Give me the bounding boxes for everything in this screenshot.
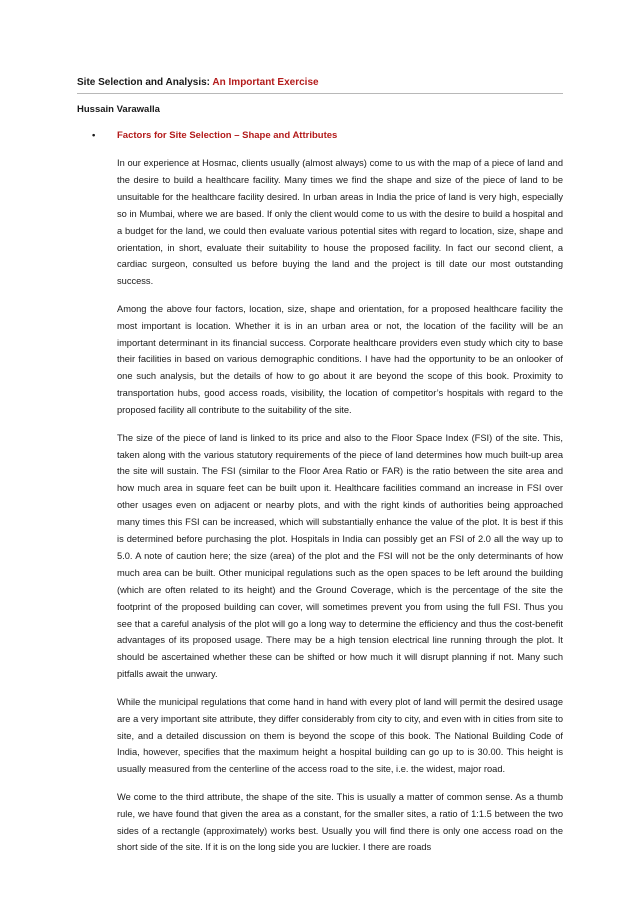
paragraph-2: Among the above four factors, location, size, shape and orientation, for a proposed healthcare facility the most important is location. Whether it is in an urban area or not, the location of the facility will be an important determinant in its financial success. Corporate healthcare providers even study which city to base their facilities in based on various demographic conditions. I have had the opportunity to be an onlooker of one such analysis, but the details of how to go about it are beyond the scope of this book. Proximity to transportation hubs, good access roads, visibility, the location of competitor’s hospitals with regard to the proposed facility all contribute to the suitability of the site. bbox=[117, 303, 563, 416]
document-title bbox=[77, 76, 563, 94]
paragraph-4: While the municipal regulations that come hand in hand with every plot of land will permit the desired usage are a very important site attribute, they differ considerably from city to city, and even with in cities from site to site, and a detailed discussion on them is beyond the scope of this book. The National Building Code of India, however, specifies that the maximum height a hospital building can go up to is 30.00. This height is usually measured from the centerline of the access road to the site, i.e. the widest, major road. bbox=[117, 696, 563, 775]
bullet-icon: • bbox=[92, 130, 96, 141]
body-text bbox=[117, 155, 563, 867]
paragraph-1: In our experience at Hosmac, clients usually (almost always) come to us with the map of a piece of land and the desire to build a healthcare facility. Many times we find the shape and size of the piece of land to be unsuitable for the healthcare facility desired. In urban areas in India the price of land is very high, especially so in Mumbai, where we are based. If only the client would come to us with the desire to build a hospital and a budget for the land, we could then evaluate various potential sites with regard to location, size, shape and orientation, in short, evaluate their suitability to house the proposed facility. In fact our second client, a cardiac surgeon, consulted us before buying the land and the project is till date our most outstanding success. bbox=[117, 158, 563, 287]
title-highlight: An Important Exercise bbox=[212, 77, 319, 88]
paragraph-5: We come to the third attribute, the shape of the site. This is usually a matter of common sense. As a thumb rule, we have found that given the area as a constant, for the smaller sites, a ratio of 1:1.5 between the two sides of a rectangle (approximately) works best. Usually you will find there is only one access road on the short side of the site. If it is on the long side you are luckier. I there are roads bbox=[117, 791, 563, 853]
title-main: Site Selection and Analysis: bbox=[77, 77, 213, 88]
author-name: Hussain Varawalla bbox=[77, 104, 160, 115]
paragraph-3: The size of the piece of land is linked to its price and also to the Floor Space Index (FSI) of the site. This, taken along with the various statutory requirements of the piece of land determines how much built-up area the site will sustain. The FSI (similar to the Floor Area Ratio or FAR) is the ratio between the site area and how much area in square feet can be built upon it. Healthcare facilities command an increase in FSI over other usages even on adjacent or nearby plots, and with the right kinds of authorities being approached many times this FSI can be increased, which will substantially enhance the value of the plot. It is best if this is determined before purchasing the plot. Hospitals in India can possibly get an FSI of 2.0 all the way up to 5.0. A note of caution here; the size (area) of the plot and the FSI will not be the only determinants of how much area can be built. Other municipal regulations such as the open spaces to be left around the building (which are often related to its height) and the Ground Coverage, which is the percentage of the site the footprint of the proposed building can cover, will sometimes prevent you from using the full FSI. Thus you see that a careful analysis of the plot will go a long way to determine the efficiency and thus the cost-benefit advantages of its proposed usage. There may be a high tension electrical line running through the plot. It should be ascertained whether these can be shifted or how much it will disrupt planning if not. Many such pitfalls await the unwary. bbox=[117, 432, 563, 680]
section-heading: Factors for Site Selection – Shape and Attributes bbox=[117, 130, 338, 141]
